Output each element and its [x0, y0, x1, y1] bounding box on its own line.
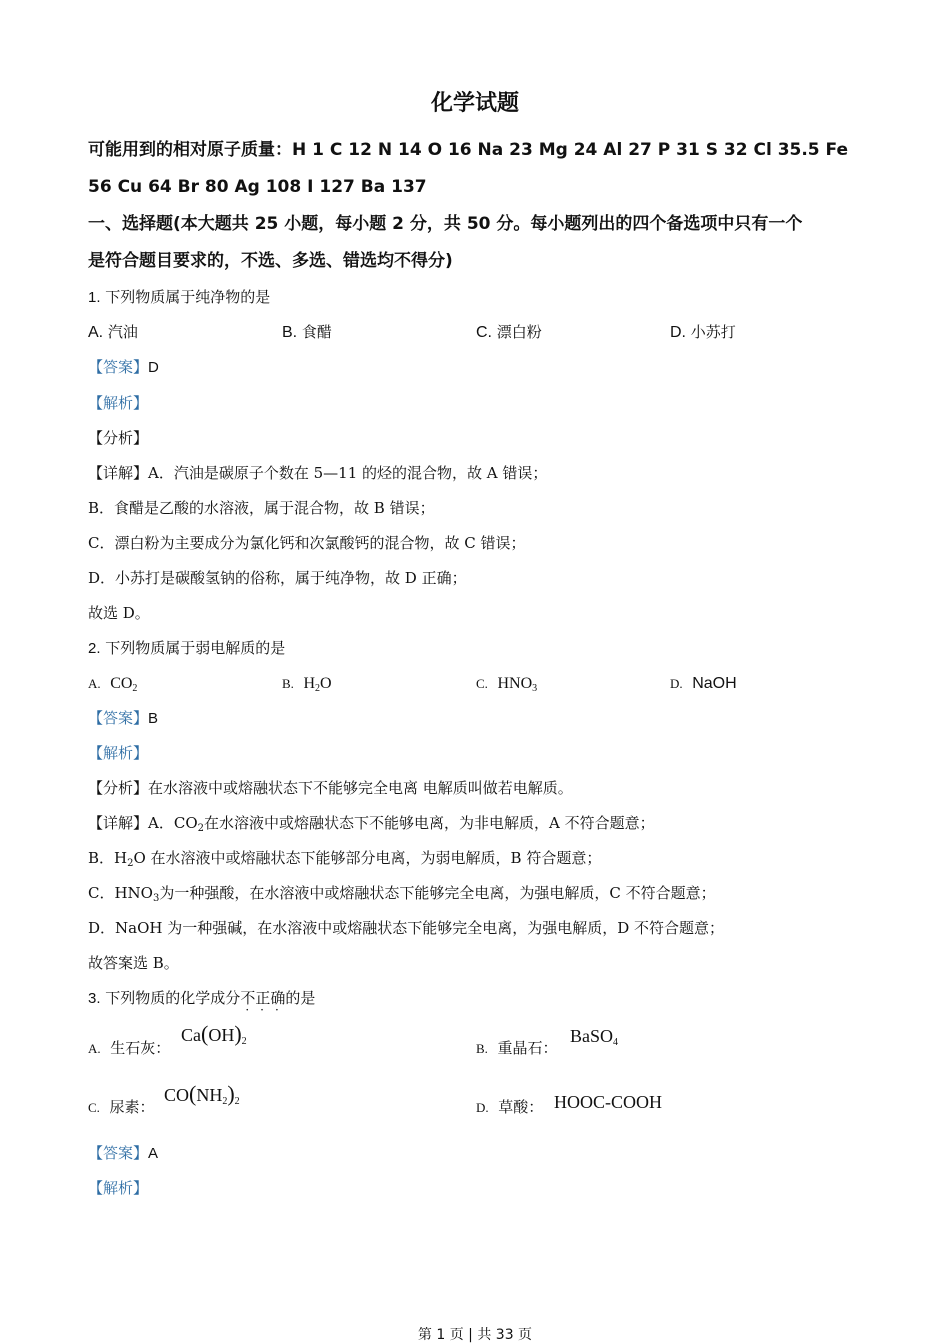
- q1-detail-d: D．小苏打是碳酸氢钠的俗称，属于纯净物，故 D 正确；: [88, 569, 467, 587]
- q1-detail-a: 【详解】A．汽油是碳原子个数在 5—11 的烃的混合物，故 A 错误；: [88, 464, 548, 482]
- q3-analysis-tag: 【解析】: [88, 1179, 149, 1197]
- question-3-stem: 3. 下列物质的化学成分不正确 ··· 的是: [88, 989, 316, 1017]
- q2-option-b: B. $H_2O$: [282, 675, 332, 694]
- q1-detail-b: B．食醋是乙酸的水溶液，属于混合物，故 B 错误；: [88, 499, 435, 517]
- q1-answer: 【答案】D: [88, 358, 159, 376]
- section-header-line-1: 一、选择题(本大题共 25 小题，每小题 2 分，共 50 分。每小题列出的四个备选项中只有一个: [88, 214, 803, 234]
- question-text: 下列物质的化学成分: [105, 989, 241, 1007]
- q2-option-d: D. NaOH: [670, 675, 737, 692]
- q2-conclusion: 故答案选 B。: [88, 954, 179, 972]
- q3-option-a: A. 生石灰：: [88, 1039, 171, 1057]
- q1-detail-c: C．漂白粉为主要成分为氯化钙和次氯酸钙的混合物，故 C 错误；: [88, 534, 526, 552]
- section-header-line-2: 是符合题目要求的，不选、多选、错选均不得分): [88, 251, 453, 271]
- q3-option-c: C. 尿素：: [88, 1098, 155, 1116]
- q3-answer: 【答案】A: [88, 1144, 159, 1162]
- question-text: 下列物质属于弱电解质的是: [105, 639, 286, 657]
- q2-detail-c: C．$HNO_3$为一种强酸，在水溶液中或熔融状态下能够完全电离，为强电解质，C 不符合题意；: [88, 884, 716, 904]
- q3-option-b-formula: BaSO$_4$: [570, 1026, 619, 1048]
- q2-detail-d: D．NaOH 为一种强碱，在水溶液中或熔融状态下能够完全电离，为强电解质，D 不符合题意；: [88, 919, 725, 937]
- q1-option-b: B. 食醋: [282, 323, 332, 341]
- question-number: 1.: [88, 289, 101, 306]
- question-number: 3.: [88, 990, 101, 1007]
- q2-detail-a: 【详解】A．$CO_2$在水溶液中或熔融状态下不能够电离，为非电解质，A 不符合题意；: [88, 814, 655, 834]
- atomic-mass-line-1: 可能用到的相对原子质量：H 1 C 12 N 14 O 16 Na 23 Mg 24 Al 27 P 31 S 32 Cl 35.5 Fe: [88, 140, 849, 160]
- q1-option-c: C. 漂白粉: [476, 323, 542, 341]
- q3-option-c-formula: $CO(NH_2)_2$: [164, 1081, 240, 1107]
- q3-option-b: B. 重晶石：: [476, 1039, 558, 1057]
- question-text: 下列物质属于纯净物的是: [105, 288, 271, 306]
- page-footer: 第 1 页 | 共 33 页: [417, 1327, 533, 1343]
- question-emphasis: 不正确 ···: [240, 989, 290, 1017]
- q3-option-a-formula: $Ca(OH)_2$: [181, 1021, 247, 1047]
- question-2-stem: [88, 638, 285, 659]
- q2-detail-b: B．$H_2O$ 在水溶液中或熔融状态下能够部分电离，为弱电解质，B 符合题意；: [88, 849, 602, 869]
- question-1-stem: [88, 287, 270, 308]
- q2-answer: 【答案】B: [88, 709, 159, 727]
- q1-fenxi-tag: 【分析】: [88, 429, 149, 447]
- q2-option-c: C. $HNO_3$: [476, 675, 538, 694]
- q3-option-d-formula: HOOC-COOH: [554, 1092, 662, 1112]
- q2-option-a: A. $CO_2$: [88, 675, 138, 694]
- atomic-mass-line-2: 56 Cu 64 Br 80 Ag 108 I 127 Ba 137: [88, 177, 427, 197]
- q2-analysis-tag: 【解析】: [88, 744, 149, 762]
- q1-conclusion: 故选 D。: [88, 604, 150, 622]
- q1-analysis-tag: 【解析】: [88, 394, 149, 412]
- q1-option-d: D. 小苏打: [670, 323, 736, 341]
- page-title: 化学试题: [430, 91, 519, 116]
- q3-option-d: D. 草酸：: [476, 1098, 544, 1116]
- q2-fenxi: 【分析】在水溶液中或熔融状态下不能够完全电离 电解质叫做若电解质。: [88, 779, 573, 797]
- q1-option-a: A. 汽油: [88, 323, 138, 341]
- question-number: 2.: [88, 640, 101, 657]
